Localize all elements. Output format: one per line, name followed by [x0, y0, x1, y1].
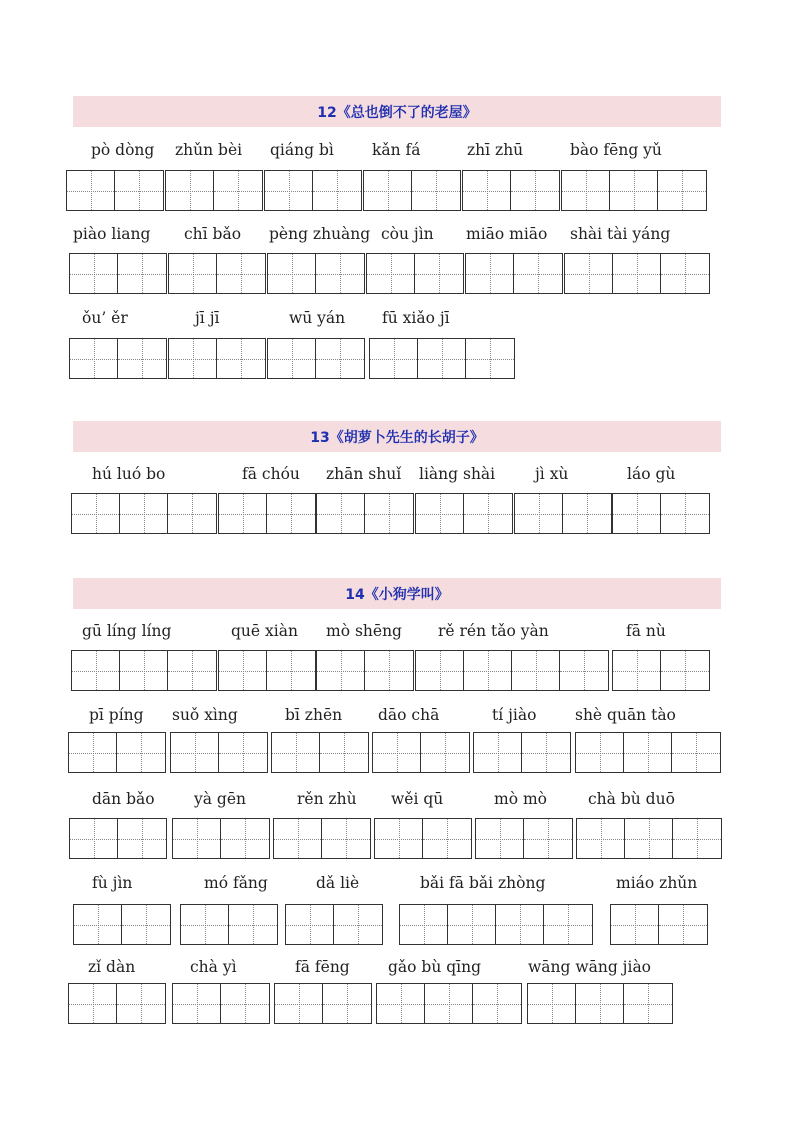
- pinyin-label: fā nù: [626, 622, 666, 640]
- char-boxes[interactable]: [465, 253, 563, 294]
- pinyin-label: mò mò: [494, 790, 547, 808]
- char-boxes[interactable]: [274, 983, 372, 1024]
- pinyin-label: jī jī: [195, 309, 220, 327]
- pinyin-label: shài tài yáng: [570, 225, 671, 243]
- char-boxes[interactable]: [363, 170, 461, 211]
- char-cell[interactable]: [118, 254, 166, 293]
- char-cell[interactable]: [466, 254, 514, 293]
- char-cell[interactable]: [563, 494, 611, 533]
- char-boxes[interactable]: [273, 818, 371, 859]
- section-title: 13《胡萝卜先生的长胡子》: [310, 429, 484, 446]
- pinyin-label: hú luó bo: [92, 465, 166, 483]
- char-cell[interactable]: [415, 254, 463, 293]
- char-cell[interactable]: [323, 984, 371, 1023]
- char-boxes[interactable]: [172, 983, 270, 1024]
- pinyin-label: wāng wāng jiào: [528, 958, 652, 976]
- char-cell[interactable]: [219, 733, 267, 772]
- char-cell[interactable]: [168, 494, 216, 533]
- char-boxes[interactable]: [68, 983, 166, 1024]
- char-boxes[interactable]: [612, 650, 710, 691]
- char-cell[interactable]: [120, 651, 168, 690]
- section-banner: [73, 96, 721, 127]
- char-cell[interactable]: [313, 171, 361, 210]
- char-cell[interactable]: [425, 984, 473, 1023]
- pinyin-label: liàng shài: [419, 465, 496, 483]
- char-cell[interactable]: [364, 171, 412, 210]
- char-boxes[interactable]: [376, 983, 522, 1024]
- char-cell[interactable]: [463, 171, 511, 210]
- char-cell[interactable]: [613, 494, 661, 533]
- char-cell[interactable]: [229, 905, 277, 944]
- pinyin-label: suǒ xìng: [172, 706, 238, 724]
- pinyin-label: chà yì: [190, 958, 237, 976]
- char-cell[interactable]: [528, 984, 576, 1023]
- char-cell[interactable]: [565, 254, 613, 293]
- char-cell[interactable]: [515, 494, 563, 533]
- pinyin-label: kǎn fá: [372, 141, 421, 159]
- char-cell[interactable]: [120, 494, 168, 533]
- pinyin-label: yà gēn: [194, 790, 247, 808]
- char-boxes[interactable]: [264, 170, 362, 211]
- char-boxes[interactable]: [369, 338, 515, 379]
- pinyin-label: zhī zhū: [467, 141, 524, 159]
- pinyin-label: pī píng: [89, 706, 144, 724]
- char-cell[interactable]: [70, 819, 118, 858]
- char-cell[interactable]: [268, 339, 316, 378]
- pinyin-label: còu jìn: [381, 225, 434, 243]
- pinyin-label: rě rén tǎo yàn: [438, 622, 549, 640]
- section-title: 12《总也倒不了的老屋》: [317, 104, 477, 121]
- char-cell[interactable]: [496, 905, 544, 944]
- pinyin-label: bǎi fā bǎi zhòng: [420, 874, 546, 892]
- char-cell[interactable]: [466, 339, 514, 378]
- char-boxes[interactable]: [527, 983, 673, 1024]
- char-cell[interactable]: [365, 651, 413, 690]
- char-cell[interactable]: [474, 733, 522, 772]
- char-cell[interactable]: [659, 905, 707, 944]
- char-boxes[interactable]: [69, 818, 167, 859]
- char-boxes[interactable]: [316, 493, 414, 534]
- char-cell[interactable]: [577, 819, 625, 858]
- char-boxes[interactable]: [415, 650, 609, 691]
- char-boxes[interactable]: [71, 650, 217, 691]
- pinyin-label: fā chóu: [242, 465, 300, 483]
- char-cell[interactable]: [173, 819, 221, 858]
- char-cell[interactable]: [72, 651, 120, 690]
- char-boxes[interactable]: [218, 650, 316, 691]
- pinyin-label: dāo chā: [378, 706, 440, 724]
- char-boxes[interactable]: [165, 170, 263, 211]
- char-cell[interactable]: [274, 819, 322, 858]
- char-cell[interactable]: [421, 733, 469, 772]
- char-cell[interactable]: [377, 984, 425, 1023]
- char-cell[interactable]: [613, 254, 661, 293]
- char-cell[interactable]: [219, 651, 267, 690]
- char-boxes[interactable]: [168, 338, 266, 379]
- pinyin-label: gū líng líng: [82, 622, 172, 640]
- pinyin-label: zhǔn bèi: [175, 141, 243, 159]
- pinyin-label: zǐ dàn: [88, 958, 136, 976]
- pinyin-label: qiáng bì: [270, 141, 334, 159]
- pinyin-label: fā fēng: [295, 958, 350, 976]
- pinyin-label: jì xù: [535, 465, 569, 483]
- char-cell[interactable]: [672, 733, 720, 772]
- char-boxes[interactable]: [170, 732, 268, 773]
- char-cell[interactable]: [624, 733, 672, 772]
- char-cell[interactable]: [117, 733, 165, 772]
- char-cell[interactable]: [367, 254, 415, 293]
- char-boxes[interactable]: [69, 338, 167, 379]
- char-cell[interactable]: [317, 651, 365, 690]
- pinyin-label: pèng zhuàng: [269, 225, 371, 243]
- char-cell[interactable]: [511, 171, 559, 210]
- char-cell[interactable]: [412, 171, 460, 210]
- char-cell[interactable]: [416, 651, 464, 690]
- char-cell[interactable]: [522, 733, 570, 772]
- pinyin-label: zhān shuǐ: [326, 465, 402, 483]
- pinyin-label: wū yán: [289, 309, 346, 327]
- char-boxes[interactable]: [366, 253, 464, 294]
- char-cell[interactable]: [576, 984, 624, 1023]
- char-cell[interactable]: [272, 733, 320, 772]
- pinyin-label: wěi qū: [391, 790, 444, 808]
- pinyin-label: tí jiào: [492, 706, 537, 724]
- char-cell[interactable]: [613, 651, 661, 690]
- char-cell[interactable]: [464, 494, 512, 533]
- char-cell[interactable]: [320, 733, 368, 772]
- char-cell[interactable]: [576, 733, 624, 772]
- char-boxes[interactable]: [69, 253, 167, 294]
- char-boxes[interactable]: [473, 732, 571, 773]
- char-cell[interactable]: [661, 494, 709, 533]
- pinyin-label: dān bǎo: [92, 790, 155, 808]
- char-cell[interactable]: [610, 171, 658, 210]
- char-cell[interactable]: [317, 494, 365, 533]
- char-cell[interactable]: [334, 905, 382, 944]
- pinyin-label: piào liang: [73, 225, 151, 243]
- pinyin-label: mó fǎng: [204, 874, 268, 892]
- char-cell[interactable]: [267, 494, 315, 533]
- char-cell[interactable]: [316, 254, 364, 293]
- pinyin-label: chà bù duō: [588, 790, 675, 808]
- char-cell[interactable]: [423, 819, 471, 858]
- char-cell[interactable]: [122, 905, 170, 944]
- char-boxes[interactable]: [316, 650, 414, 691]
- char-cell[interactable]: [512, 651, 560, 690]
- char-cell[interactable]: [624, 984, 672, 1023]
- char-boxes[interactable]: [172, 818, 270, 859]
- char-cell[interactable]: [514, 254, 562, 293]
- char-boxes[interactable]: [73, 904, 171, 945]
- char-cell[interactable]: [373, 733, 421, 772]
- char-cell[interactable]: [181, 905, 229, 944]
- char-boxes[interactable]: [561, 170, 707, 211]
- char-cell[interactable]: [169, 254, 217, 293]
- char-cell[interactable]: [221, 819, 269, 858]
- pinyin-label: chī bǎo: [184, 225, 242, 243]
- pinyin-label: gǎo bù qīng: [388, 958, 482, 976]
- char-cell[interactable]: [69, 984, 117, 1023]
- char-cell[interactable]: [544, 905, 592, 944]
- char-boxes[interactable]: [564, 253, 710, 294]
- char-cell[interactable]: [69, 733, 117, 772]
- char-boxes[interactable]: [372, 732, 470, 773]
- char-boxes[interactable]: [462, 170, 560, 211]
- char-boxes[interactable]: [68, 732, 166, 773]
- char-boxes[interactable]: [168, 253, 266, 294]
- char-cell[interactable]: [117, 984, 165, 1023]
- char-cell[interactable]: [72, 494, 120, 533]
- char-cell[interactable]: [118, 819, 166, 858]
- char-cell[interactable]: [74, 905, 122, 944]
- char-cell[interactable]: [217, 339, 265, 378]
- char-cell[interactable]: [221, 984, 269, 1023]
- char-boxes[interactable]: [180, 904, 278, 945]
- char-cell[interactable]: [400, 905, 448, 944]
- char-cell[interactable]: [267, 651, 315, 690]
- char-cell[interactable]: [168, 651, 216, 690]
- char-cell[interactable]: [67, 171, 115, 210]
- char-cell[interactable]: [217, 254, 265, 293]
- char-boxes[interactable]: [66, 170, 164, 211]
- char-cell[interactable]: [370, 339, 418, 378]
- char-cell[interactable]: [173, 984, 221, 1023]
- pinyin-label: miāo miāo: [466, 225, 548, 243]
- char-cell[interactable]: [476, 819, 524, 858]
- char-cell[interactable]: [464, 651, 512, 690]
- char-cell[interactable]: [275, 984, 323, 1023]
- char-cell[interactable]: [524, 819, 572, 858]
- char-cell[interactable]: [673, 819, 721, 858]
- char-boxes[interactable]: [271, 732, 369, 773]
- section-title: 14《小狗学叫》: [345, 586, 449, 603]
- char-cell[interactable]: [286, 905, 334, 944]
- section-banner: [73, 421, 721, 452]
- char-cell[interactable]: [118, 339, 166, 378]
- pinyin-label: shè quān tào: [575, 706, 676, 724]
- char-cell[interactable]: [169, 339, 217, 378]
- char-boxes[interactable]: [71, 493, 217, 534]
- pinyin-label: bī zhēn: [285, 706, 343, 724]
- char-cell[interactable]: [166, 171, 214, 210]
- char-cell[interactable]: [115, 171, 163, 210]
- char-cell[interactable]: [70, 339, 118, 378]
- pinyin-label: miáo zhǔn: [616, 874, 698, 892]
- char-cell[interactable]: [562, 171, 610, 210]
- pinyin-label: láo gù: [627, 465, 676, 483]
- char-boxes[interactable]: [218, 493, 316, 534]
- char-boxes[interactable]: [612, 493, 710, 534]
- char-boxes[interactable]: [610, 904, 708, 945]
- char-cell[interactable]: [316, 339, 364, 378]
- char-cell[interactable]: [268, 254, 316, 293]
- char-cell[interactable]: [365, 494, 413, 533]
- char-cell[interactable]: [219, 494, 267, 533]
- char-cell[interactable]: [265, 171, 313, 210]
- char-cell[interactable]: [375, 819, 423, 858]
- char-cell[interactable]: [661, 651, 709, 690]
- char-boxes[interactable]: [267, 338, 365, 379]
- char-cell[interactable]: [448, 905, 496, 944]
- char-cell[interactable]: [214, 171, 262, 210]
- char-cell[interactable]: [625, 819, 673, 858]
- char-cell[interactable]: [70, 254, 118, 293]
- char-cell[interactable]: [560, 651, 608, 690]
- char-cell[interactable]: [416, 494, 464, 533]
- char-boxes[interactable]: [374, 818, 472, 859]
- char-cell[interactable]: [661, 254, 709, 293]
- char-boxes[interactable]: [576, 818, 722, 859]
- pinyin-label: fù jìn: [92, 874, 133, 892]
- char-boxes[interactable]: [514, 493, 612, 534]
- char-cell[interactable]: [171, 733, 219, 772]
- pinyin-label: bào fēng yǔ: [570, 141, 662, 159]
- char-boxes[interactable]: [267, 253, 365, 294]
- char-boxes[interactable]: [399, 904, 593, 945]
- char-cell[interactable]: [322, 819, 370, 858]
- pinyin-label: ǒu’ ěr: [82, 309, 128, 327]
- char-boxes[interactable]: [575, 732, 721, 773]
- pinyin-label: mò shēng: [326, 622, 402, 640]
- pinyin-label: fū xiǎo jī: [382, 309, 450, 327]
- pinyin-label: quē xiàn: [231, 622, 298, 640]
- pinyin-label: rěn zhù: [297, 790, 357, 808]
- char-cell[interactable]: [473, 984, 521, 1023]
- pinyin-label: pò dòng: [91, 141, 155, 159]
- char-boxes[interactable]: [475, 818, 573, 859]
- char-cell[interactable]: [658, 171, 706, 210]
- section-banner: [73, 578, 721, 609]
- char-cell[interactable]: [611, 905, 659, 944]
- char-boxes[interactable]: [415, 493, 513, 534]
- pinyin-label: dǎ liè: [316, 874, 360, 892]
- char-boxes[interactable]: [285, 904, 383, 945]
- char-cell[interactable]: [418, 339, 466, 378]
